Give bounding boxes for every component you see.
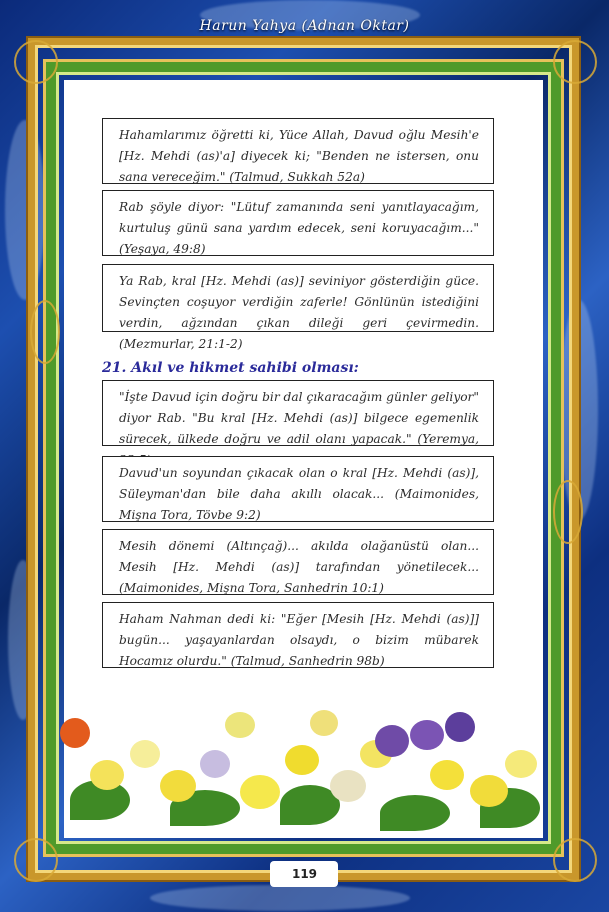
gold-vine-ornament [553,40,597,84]
gold-vine-ornament [553,480,583,544]
gold-vine-ornament [30,300,60,364]
marble-vein [150,885,410,911]
quote-box: Rab şöyle diyor: "Lütuf zamanında seni yanıtlayacağım, kurtuluş günü sana yardım edecek, seni koruyacağım..." (Yeşaya, 49:8) [102,190,494,256]
running-header: Harun Yahya (Adnan Oktar) [199,18,410,34]
gold-vine-ornament [14,40,58,84]
quote-box: "İşte Davud için doğru bir dal çıkaracağım günler geliyor" diyor Rab. "Bu kral [Hz. Mehdi (as)] bilgece egemenlik sürecek, ülkede doğru ve adil olanı yapacak." (Yeremya, [102,380,494,446]
quote-box: Davud'un soyundan çıkacak olan o kral [Hz. Mehdi (as)], Süleyman'dan bile daha akıllı olacak... (Maimonides, Mişna Tora, Tövbe 9:2) [102,456,494,522]
section-heading: 21. Akıl ve hikmet sahibi olması: [102,360,359,376]
quote-box: Hahamlarımız öğretti ki, Yüce Allah, Davud oğlu Mesih'e [Hz. Mehdi (as)'a] diyecek ki; "Benden ne istersen, onu sana vereceğim." (Talmud, Sukkah 52a) [102,118,494,184]
quote-box: Mesih dönemi (Altınçağ)... akılda olağanüstü olan... Mesih [Hz. Mehdi (as)] tarafından yönetilecek... (Maimonides, Mişna Tora, Sanhedrin 10:1) [102,529,494,595]
pansy-flowers-illustration [50,700,559,840]
quote-box: Haham Nahman dedi ki: "Eğer [Mesih [Hz. Mehdi (as)]] bugün... yaşayanlardan olsaydı, o bizim mübarek Hocamız olurdu." (Talmud, Sanhedrin 98b) [102,602,494,668]
page-number: 119 [291,867,318,881]
quote-box: Ya Rab, kral [Hz. Mehdi (as)] seviniyor gösterdiğin güce. Sevinçten coşuyor verdiğin zaferle! Gönlünün istediğini verdin, ağzından çıkan dileği geri çevirmedin. (Mezmurlar, 21:1-2) [102,264,494,332]
